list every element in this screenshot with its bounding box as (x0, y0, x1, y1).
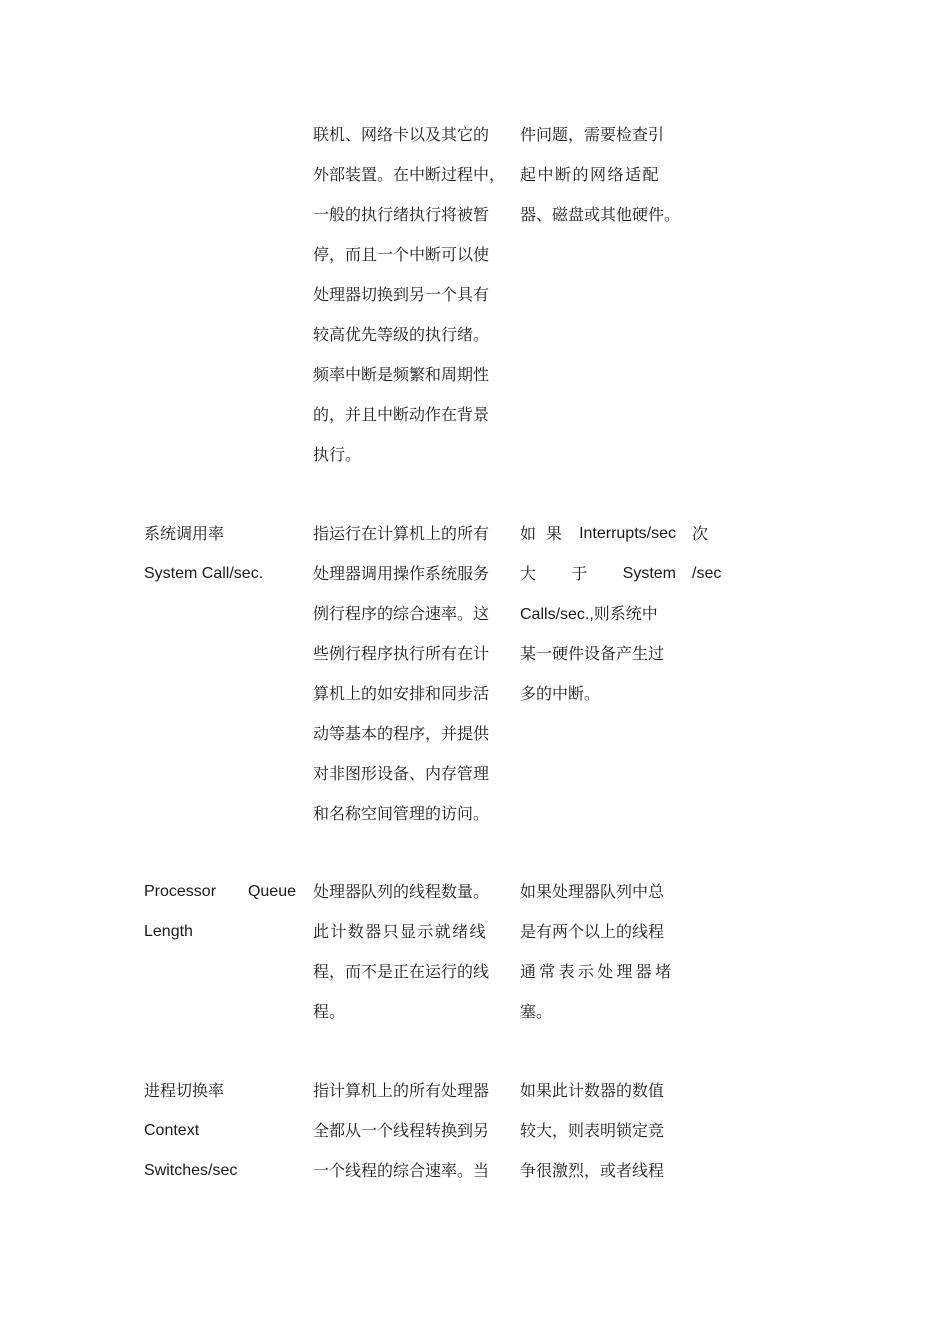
text-word: Interrupts/sec (579, 525, 676, 542)
text-line: 些例行程序执行所有在计 (313, 644, 490, 663)
text-line: 如果处理器队列中总 (520, 882, 665, 901)
text-line: 多的中断。 (520, 684, 601, 703)
text-line: 器、磁盘或其他硬件。 (520, 205, 681, 224)
text-line: 某一硬件设备产生过 (520, 644, 665, 663)
text-line: 对非图形设备、内存管理 (313, 764, 490, 783)
text-line: 次 (692, 524, 709, 543)
text-line: 通常表示处理器堵 (520, 962, 675, 981)
text-line: 算机上的如安排和同步活 (313, 684, 490, 703)
text-line: 指运行在计算机上的所有 (313, 524, 490, 543)
text-line: 件问题，需要检查引 (520, 125, 665, 144)
text-line: 较高优先等级的执行绪。 (313, 325, 490, 344)
text-line: 停，而且一个中断可以使 (313, 245, 490, 264)
text-line: 程，而不是正在运行的线 (313, 962, 490, 981)
text-line: 塞。 (520, 1002, 553, 1021)
text-line: 例行程序的综合速率。这 (313, 604, 490, 623)
text-line: 争很激烈，或者线程 (520, 1161, 665, 1180)
text-line: 处理器队列的线程数量。 (313, 882, 490, 901)
text-line: 全都从一个线程转换到另 (313, 1121, 490, 1140)
text-line: 频率中断是频繁和周期性 (313, 365, 490, 384)
text-line: 起中断的网络适配 (520, 165, 661, 184)
text-word: 大 (520, 564, 537, 583)
text-line: 和名称空间管理的访问。 (313, 804, 490, 823)
text-line: 的，并且中断动作在背景 (313, 405, 490, 424)
text-line: 是有两个以上的线程 (520, 922, 665, 941)
text-line (520, 604, 658, 624)
text-line: 一个线程的综合速率。当 (313, 1161, 490, 1180)
text-word: Calls/sec.,则系统中 (520, 606, 658, 623)
text-word: Queue (247, 883, 296, 900)
counter-name-zh: 进程切换率 (144, 1081, 225, 1100)
text-line: 外部装置。在中断过程中， (313, 165, 506, 184)
text-word: System (622, 565, 676, 582)
text-line: 指计算机上的所有处理器 (313, 1081, 490, 1100)
counter-name-en: System Call/sec. (144, 565, 264, 582)
counter-name-en (144, 882, 296, 902)
text-line: 程。 (313, 1002, 346, 1021)
text-line (520, 524, 676, 544)
counter-name-en: Switches/sec (144, 1162, 238, 1179)
text-line: 一般的执行绪执行将被暂 (313, 205, 490, 224)
text-line: 执行。 (313, 445, 362, 464)
text-line: /sec (692, 565, 722, 582)
text-line: 如果此计数器的数值 (520, 1081, 665, 1100)
text-line: 处理器调用操作系统服务 (313, 564, 490, 583)
text-word: Processor (144, 883, 217, 900)
text-word: 果 (546, 524, 563, 543)
text-word: 如 (520, 524, 537, 543)
text-line: 处理器切换到另一个具有 (313, 285, 490, 304)
text-line: 动等基本的程序，并提供 (313, 724, 490, 743)
counter-name-en: Length (144, 923, 193, 940)
counter-name-zh: 系统调用率 (144, 524, 225, 543)
text-word: 于 (571, 564, 588, 583)
text-line: 较大，则表明锁定竞 (520, 1121, 665, 1140)
text-line (520, 564, 676, 584)
text-line: 此计数器只显示就绪线 (313, 922, 488, 941)
text-line: 联机、网络卡以及其它的 (313, 125, 490, 144)
counter-name-en: Context (144, 1122, 200, 1139)
